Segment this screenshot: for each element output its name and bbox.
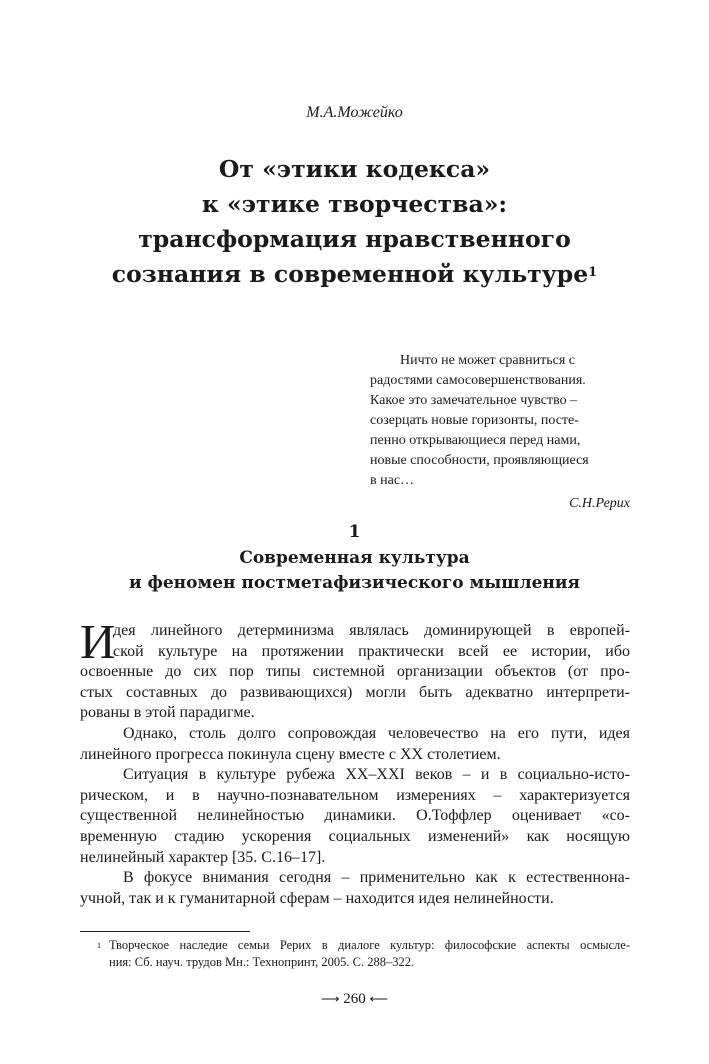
epigraph-line: пенно открывающиеся перед нами, <box>370 433 581 448</box>
page-number-left-ornament: ⟶ <box>320 991 340 1006</box>
section-heading <box>0 520 709 596</box>
body-line: существенной нелинейностью динамики. О.Тоффлер оценивает «со- <box>80 807 630 825</box>
page-number-right-ornament: ⟵ <box>369 991 389 1006</box>
footnote-divider <box>80 931 250 932</box>
body-line: дея линейного детерминизма являлась доминирующей в европей- <box>113 622 630 639</box>
body-line: рованы в этой парадигме. <box>80 704 255 722</box>
epigraph-line: Ничто не может сравниться с <box>400 353 576 368</box>
paragraph <box>80 868 630 909</box>
section-title-line: Современная культура <box>239 548 470 568</box>
body-line: Ситуация в культуре рубежа XX–XXI веков – и в социально-исто- <box>123 766 630 784</box>
body-line: линейного прогресса покинула сцену вместе с XX столетием. <box>80 745 501 763</box>
paragraph <box>80 765 630 868</box>
footnote-mark: 1 <box>97 941 101 950</box>
page-number <box>0 991 709 1008</box>
title-line: трансформация нравственного <box>138 225 571 253</box>
footnote-line: Творческое наследие семьи Рерих в диалоге культур: философские аспекты осмысле- <box>109 938 630 952</box>
section-number: 1 <box>348 522 361 542</box>
article-title <box>60 152 649 292</box>
body-line: Однако, столь долго сопровождая человечество на его пути, идея <box>123 724 630 742</box>
footnote <box>80 937 630 971</box>
title-line <box>60 257 649 292</box>
body-line: освоенные до сих пор типы системной организации объектов (от про- <box>80 663 630 681</box>
body-line: стых составных до развивающихся) могли быть адекватно интерпрети- <box>80 683 630 701</box>
paragraph <box>80 724 630 765</box>
body-line: ской культуре на протяжении практически всей ее истории, ибо <box>113 642 630 660</box>
body-line: учной, так и к гуманитарной сферам – находится идея нелинейности. <box>80 889 554 907</box>
body-line: рическом, и в научно-познавательном измерениях – характеризуется <box>80 786 630 804</box>
epigraph-line: созерцать новые горизонты, посте- <box>370 413 579 428</box>
body-line: нелинейный характер [35. С.16–17]. <box>80 848 326 866</box>
epigraph-line: в нас… <box>370 473 415 488</box>
page-number-value: 260 <box>343 991 366 1007</box>
section-title-line: и феномен постметафизического мышления <box>129 573 580 593</box>
title-line: От «этики кодекса» <box>218 155 491 183</box>
author-name: М.А.Можейко <box>306 104 403 121</box>
body-line: В фокусе внимания сегодня – применительно как к естественнона- <box>123 869 630 887</box>
epigraph-line: новые способности, проявляющиеся <box>370 453 589 468</box>
epigraph <box>370 351 630 514</box>
footnote-line: ния: Сб. науч. трудов Мн.: Технопринт, 2005. С. 288–322. <box>109 955 415 969</box>
epigraph-line: радостями самосовершенствования. <box>370 373 586 388</box>
title-footnote-mark: 1 <box>588 265 598 280</box>
body-line: временную стадию ускорения социальных изменений» как носящую <box>80 827 630 845</box>
paragraph <box>80 614 630 724</box>
body-text <box>80 614 630 909</box>
title-line: к «этике творчества»: <box>201 190 508 218</box>
title-line-text: сознания в современной культуре <box>111 260 589 288</box>
epigraph-line: Какое это замечательное чувство – <box>370 393 578 408</box>
drop-cap: И <box>80 614 116 669</box>
epigraph-attribution: С.Н.Рерих <box>569 496 630 511</box>
